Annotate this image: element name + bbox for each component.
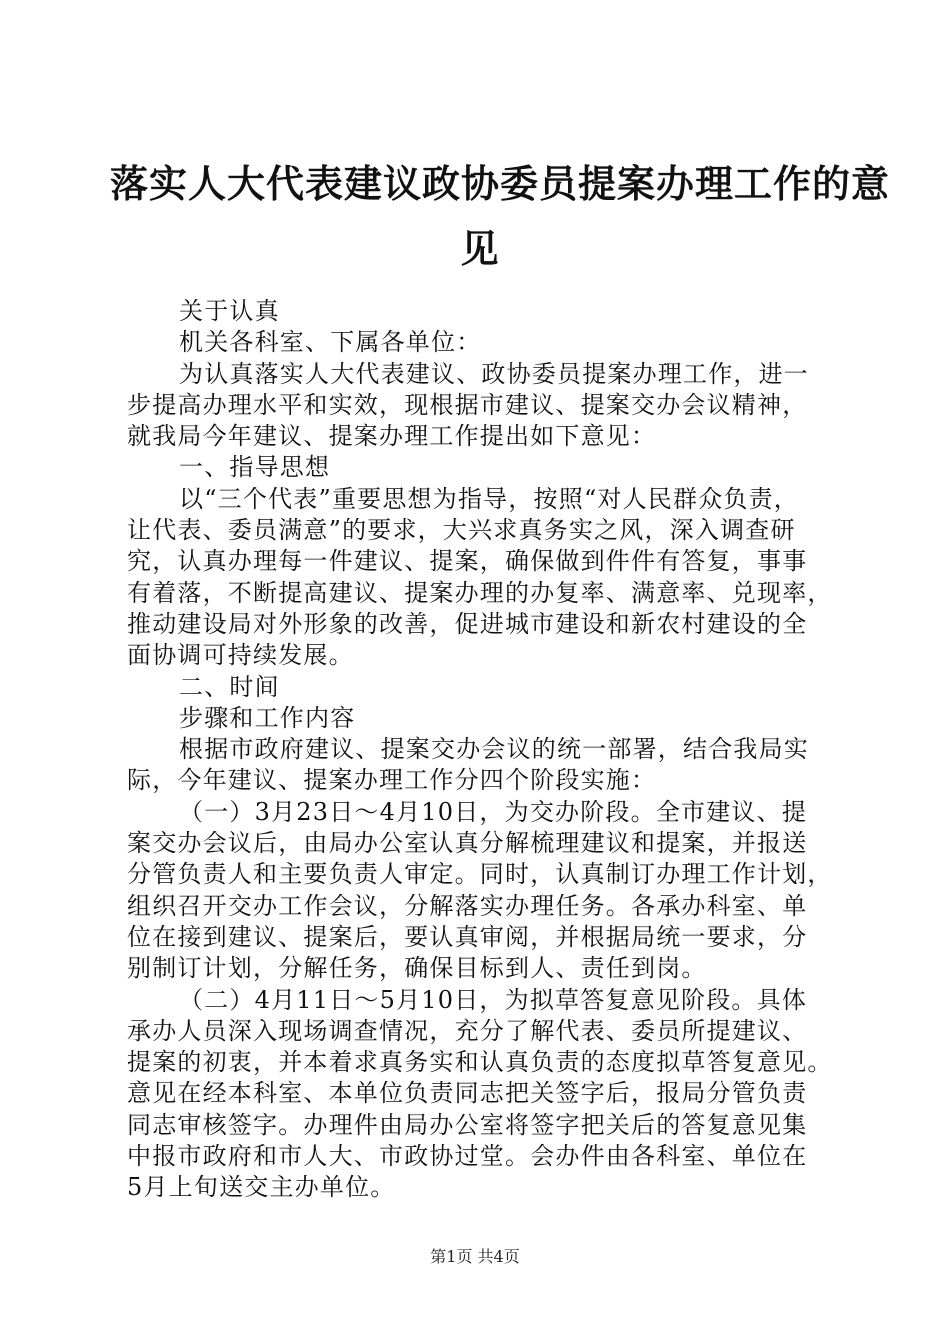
body-line: 提案的初衷，并本着求真务实和认真负责的态度拟草答复意见。 bbox=[127, 1048, 833, 1077]
page-footer: 第1页 共4页 bbox=[430, 1247, 520, 1266]
title-line-1: 落实人大代表建议政协委员提案办理工作的意 bbox=[110, 161, 891, 206]
body-line: 究，认真办理每一件建议、提案，确保做到件件有答复，事事 bbox=[127, 547, 808, 576]
body-line: 承办人员深入现场调查情况，充分了解代表、委员所提建议、 bbox=[127, 1016, 808, 1045]
body-line: 为认真落实人大代表建议、政协委员提案办理工作，进一 bbox=[179, 359, 809, 388]
body-line: 二、时间 bbox=[179, 672, 280, 701]
body-line: 位在接到建议、提案后，要认真审阅，并根据局统一要求，分 bbox=[127, 922, 808, 951]
body-line: 同志审核签字。办理件由局办公室将签字把关后的答复意见集 bbox=[127, 1110, 808, 1139]
body-line: 面协调可持续发展。 bbox=[127, 641, 354, 670]
body-line: 意见在经本科室、本单位负责同志把关签字后，报局分管负责 bbox=[127, 1079, 808, 1108]
title-line-2: 见 bbox=[460, 226, 500, 271]
body-line: 一、指导思想 bbox=[179, 453, 331, 482]
body-line: 就我局今年建议、提案办理工作提出如下意见： bbox=[127, 422, 657, 451]
body-line: 让代表、委员满意”的要求，大兴求真务实之风，深入调查研 bbox=[127, 516, 796, 545]
body-line: 组织召开交办工作会议，分解落实办理任务。各承办科室、单 bbox=[127, 891, 808, 920]
body-line: 推动建设局对外形象的改善，促进城市建设和新农村建设的全 bbox=[127, 609, 808, 638]
body-line: 际，今年建议、提案办理工作分四个阶段实施： bbox=[127, 766, 657, 795]
body-line: 以“三个代表”重要思想为指导，按照“对人民群众负责， bbox=[179, 484, 800, 513]
body-line: 案交办会议后，由局办公室认真分解梳理建议和提案，并报送 bbox=[127, 829, 808, 858]
document-title bbox=[110, 160, 891, 273]
body-line: 机关各科室、下属各单位： bbox=[179, 328, 482, 357]
body-line: 有着落，不断提高建议、提案办理的办复率、满意率、兑现率， bbox=[127, 578, 833, 607]
body-line: 步提高办理水平和实效，现根据市建议、提案交办会议精神， bbox=[127, 390, 808, 419]
body-line: 中报市政府和市人大、市政协过堂。会办件由各科室、单位在 bbox=[127, 1142, 808, 1171]
body-line: （一）3月23日～4月10日，为交办阶段。全市建议、提 bbox=[179, 797, 808, 826]
body-line: 别制订计划，分解任务，确保目标到人、责任到岗。 bbox=[127, 954, 707, 983]
body-line: 关于认真 bbox=[179, 297, 280, 325]
body-line: （二）4月11日～5月10日，为拟草答复意见阶段。具体 bbox=[179, 985, 808, 1014]
document-body bbox=[127, 296, 847, 1204]
body-line: 5月上旬送交主办单位。 bbox=[127, 1173, 396, 1202]
body-line: 根据市政府建议、提案交办会议的统一部署，结合我局实 bbox=[179, 735, 809, 764]
body-line: 步骤和工作内容 bbox=[179, 703, 356, 732]
body-line: 分管负责人和主要负责人审定。同时，认真制订办理工作计划， bbox=[127, 860, 833, 889]
